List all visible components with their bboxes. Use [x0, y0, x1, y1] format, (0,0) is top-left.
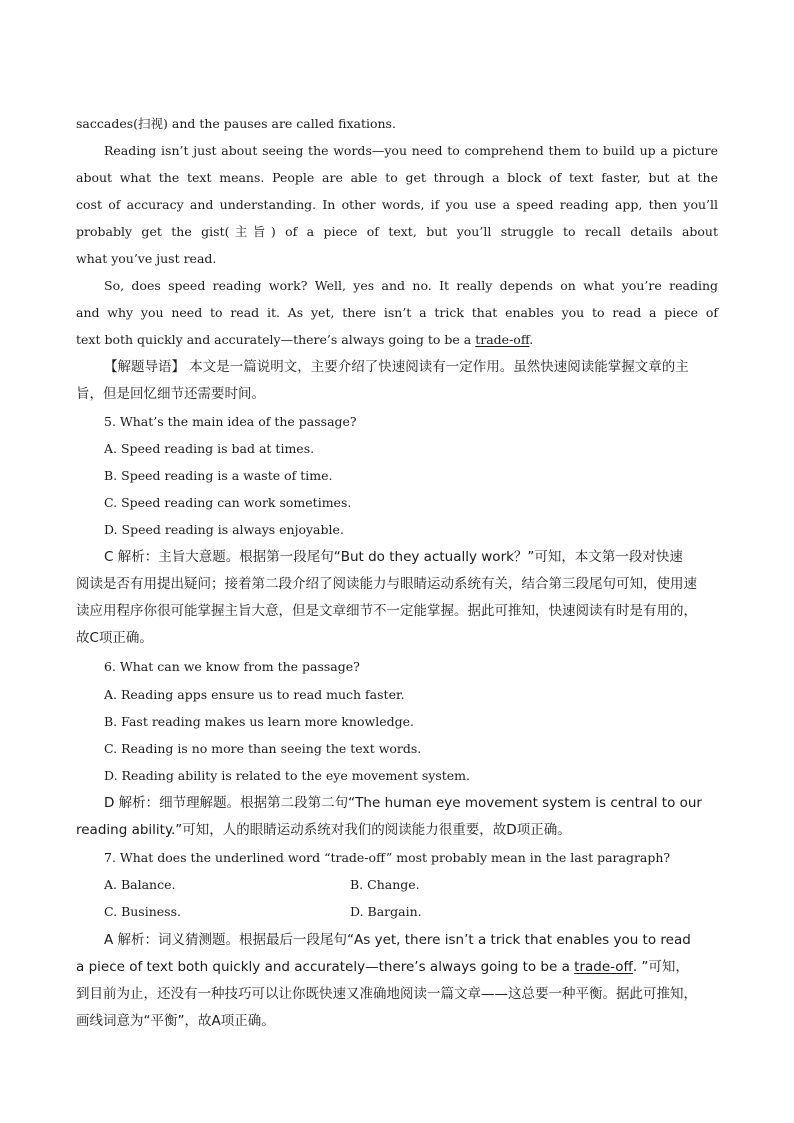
- answer-6-line: D 解析：细节理解题。根据第二段第二句“The human eye movement system is central to our: [104, 795, 702, 811]
- passage-line: Reading isn’t just about seeing the words—you need to comprehend them to build up a picture: [104, 143, 718, 158]
- guide-line: 旨，但是回忆细节还需要时间。: [76, 386, 265, 402]
- guide-line: 【解题导语】 本文是一篇说明文，主要介绍了快速阅读有一定作用。虽然快速阅读能掌握文章的主: [104, 359, 689, 375]
- option-5d: D. Speed reading is always enjoyable.: [104, 522, 344, 537]
- option-7a: A. Balance.: [104, 877, 176, 892]
- answer-7-line: 到目前为止，还没有一种技巧可以让你既快速又准确地阅读一篇文章——这总要一种平衡。据此可推知，: [76, 986, 697, 1002]
- passage-text: .: [529, 332, 534, 347]
- answer-text: . ”可知，: [632, 959, 689, 975]
- passage-line: saccades(扫视) and the pauses are called fixations.: [76, 116, 396, 131]
- option-5c: C. Speed reading can work sometimes.: [104, 495, 352, 510]
- passage-text: text both quickly and accurately—there’s always going to be a: [76, 332, 476, 347]
- option-6b: B. Fast reading makes us learn more knowledge.: [104, 714, 414, 729]
- answer-7-line: 画线词意为“平衡”，故A项正确。: [76, 1013, 275, 1029]
- option-6c: C. Reading is no more than seeing the text words.: [104, 741, 422, 756]
- passage-line: what you’ve just read.: [76, 251, 217, 266]
- answer-6-line: reading ability.”可知，人的眼睛运动系统对我们的阅读能力很重要，故D项正确。: [76, 822, 571, 838]
- option-5a: A. Speed reading is bad at times.: [104, 441, 315, 456]
- option-7d: D. Bargain.: [350, 904, 422, 919]
- passage-line: about what the text means. People are able to get through a block of text faster, but at the: [76, 170, 718, 185]
- answer-5-line: 故C项正确。: [76, 630, 153, 646]
- answer-5-line: C 解析：主旨大意题。根据第一段尾句“But do they actually work？”可知，本文第一段对快速: [104, 549, 683, 565]
- question-7: 7. What does the underlined word “trade-off” most probably mean in the last paragraph?: [104, 850, 671, 865]
- answer-text: a piece of text both quickly and accurately—there’s always going to be a: [76, 959, 575, 975]
- question-5: 5. What’s the main idea of the passage?: [104, 414, 357, 429]
- option-row: [104, 903, 718, 921]
- option-5b: B. Speed reading is a waste of time.: [104, 468, 333, 483]
- answer-5-line: 阅读是否有用提出疑问；接着第二段介绍了阅读能力与眼睛运动系统有关，结合第三段尾句可知，使用速: [76, 576, 697, 592]
- option-7c: C. Business.: [104, 904, 181, 919]
- passage-line: probably get the gist(主旨) of a piece of text, but you’ll struggle to recall details about: [76, 224, 718, 239]
- answer-7-line: A 解析：词义猜测题。根据最后一段尾句“As yet, there isn’t a trick that enables you to read: [104, 932, 691, 948]
- passage-line: cost of accuracy and understanding. In other words, if you use a speed reading app, then you’ll: [76, 197, 718, 212]
- passage-line: [76, 331, 718, 349]
- passage-line: and why you need to read it. As yet, there isn’t a trick that enables you to read a piece of: [76, 305, 718, 320]
- underlined-word: trade-off: [574, 959, 633, 975]
- passage-line: So, does speed reading work? Well, yes and no. It really depends on what you’re reading: [104, 278, 718, 293]
- question-6: 6. What can we know from the passage?: [104, 659, 360, 674]
- option-6d: D. Reading ability is related to the eye movement system.: [104, 768, 470, 783]
- option-row: [104, 876, 718, 894]
- answer-5-line: 读应用程序你很可能掌握主旨大意，但是文章细节不一定能掌握。据此可推知，快速阅读有时是有用的，: [76, 603, 697, 619]
- answer-7-line: [76, 958, 718, 976]
- option-6a: A. Reading apps ensure us to read much faster.: [104, 687, 405, 702]
- underlined-word: trade-off: [475, 332, 530, 347]
- option-7b: B. Change.: [350, 877, 420, 892]
